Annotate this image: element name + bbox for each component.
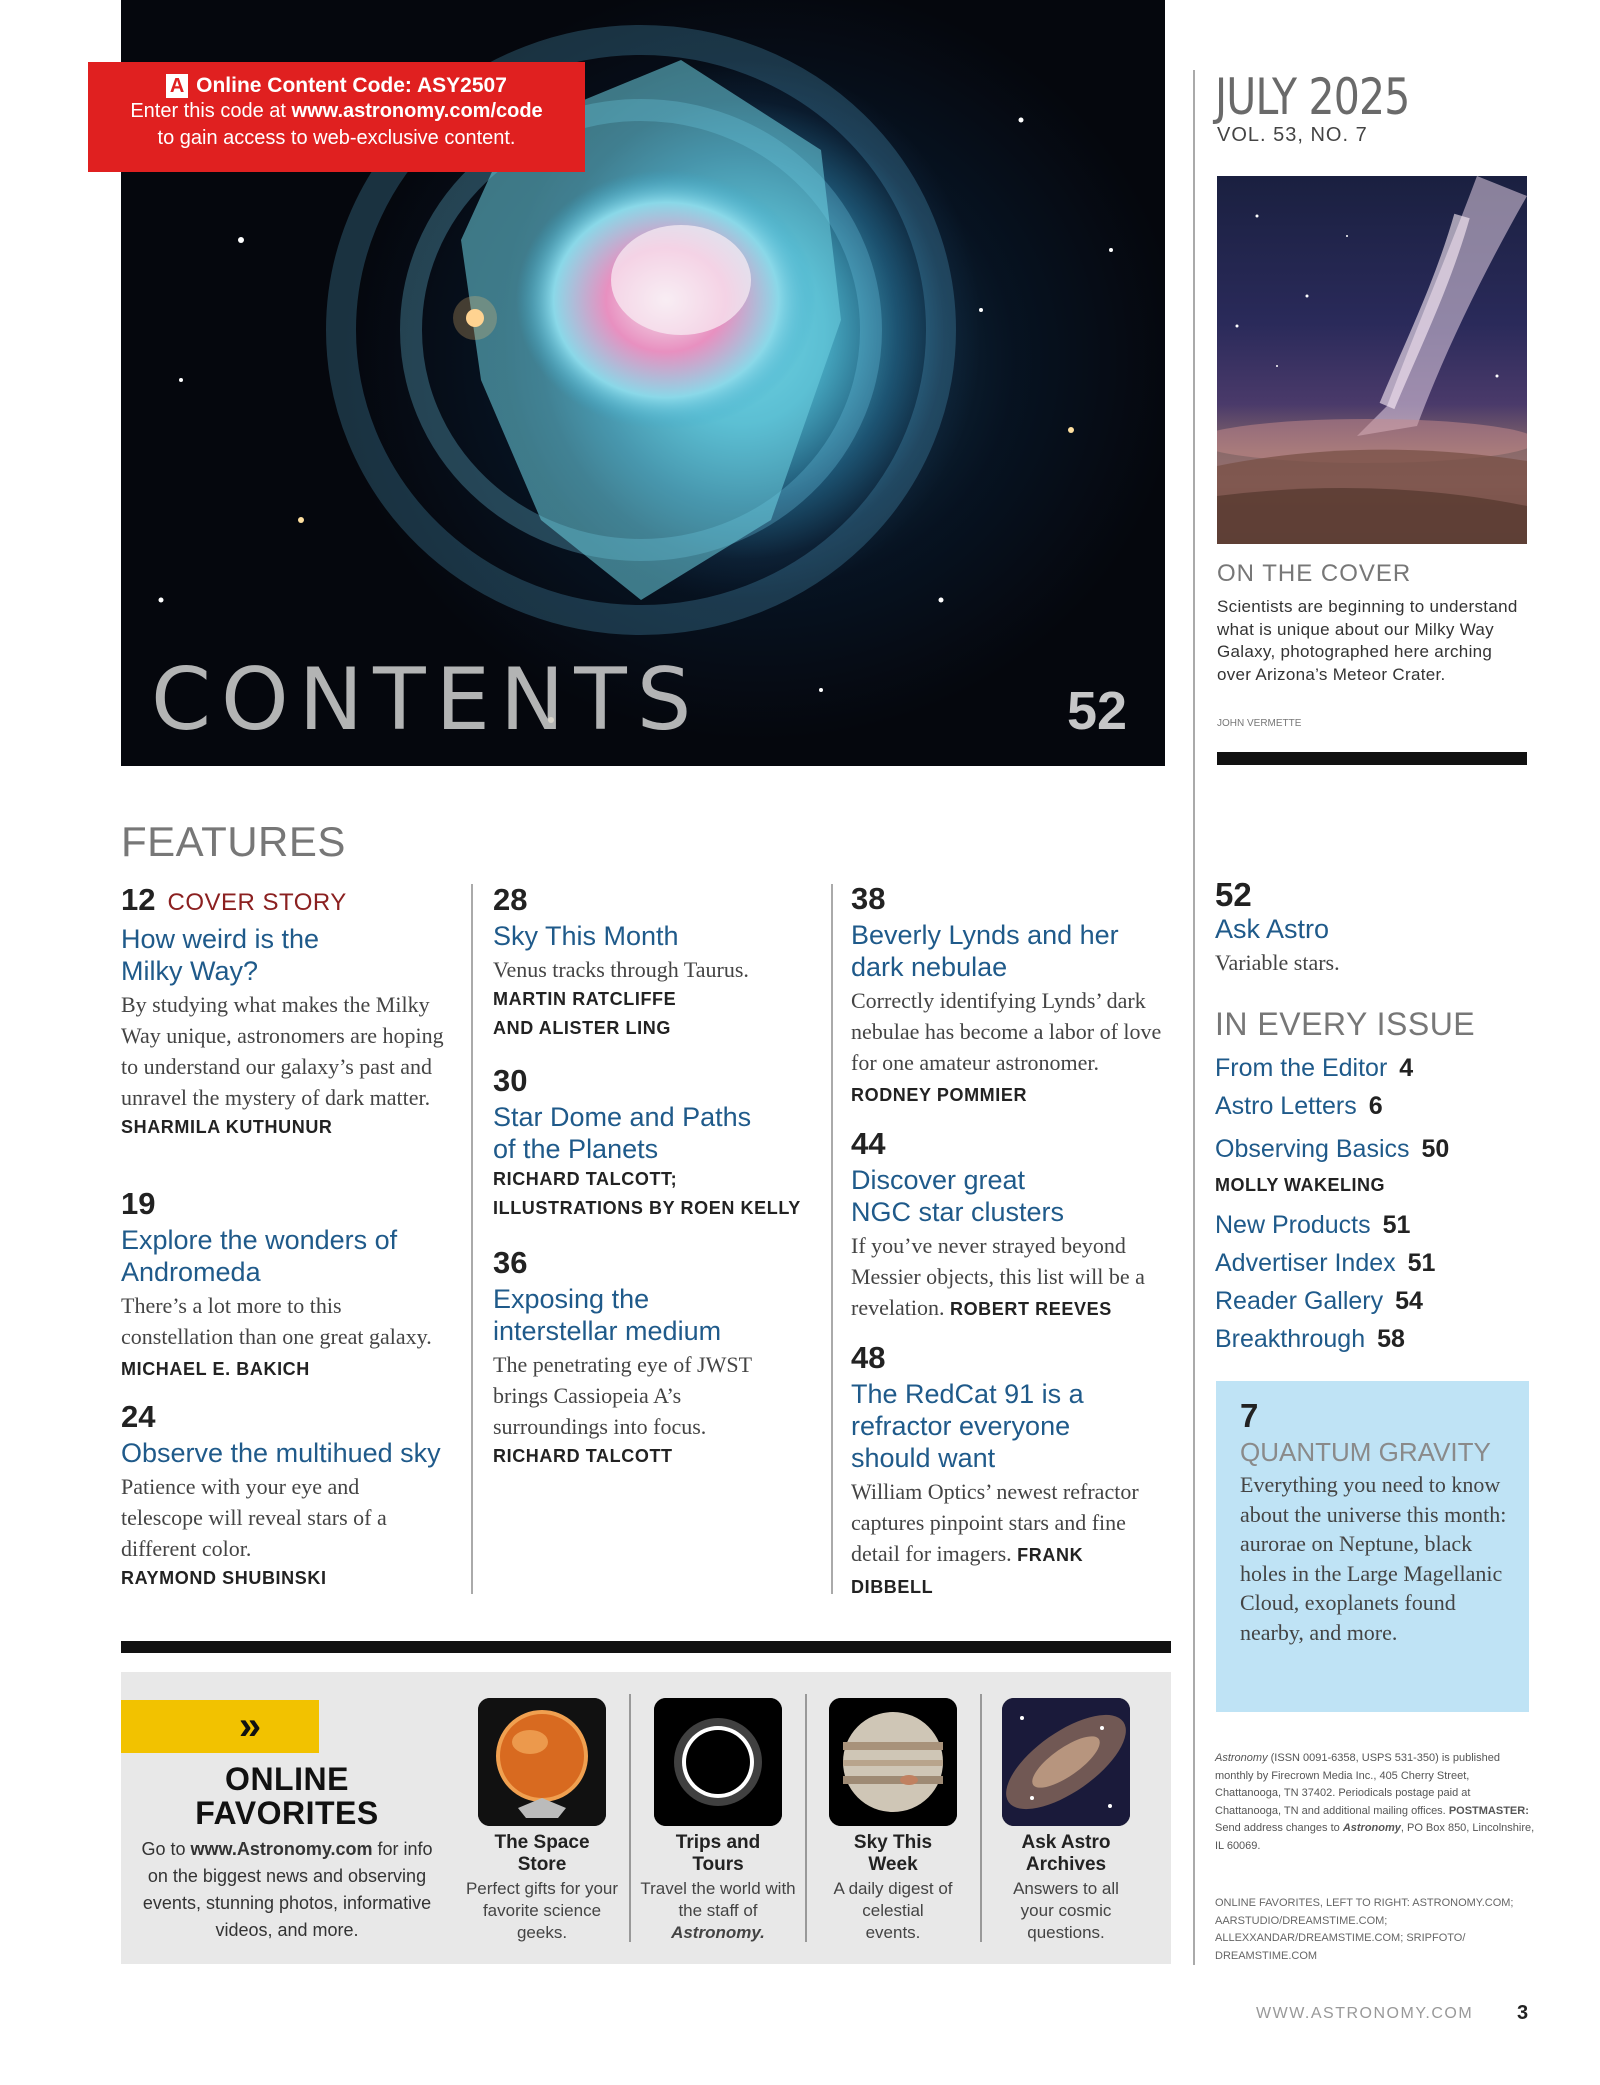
ask-astro-title[interactable]: Ask Astro [1215,914,1330,944]
feature-page: 19 [121,1186,156,1221]
favorites-divider-bar [121,1641,1171,1653]
online-favorites-desc [131,1836,443,1944]
ask-astro-desc: Variable stars. [1215,950,1340,975]
quantum-gravity-page: 7 [1240,1397,1259,1434]
feature-item[interactable] [493,882,833,1043]
astronomy-a-logo-icon: A [166,74,188,98]
every-issue-item[interactable] [1215,1287,1423,1316]
galaxy-field-icon [1002,1698,1130,1826]
feature-desc: The penetrating eye of JWST brings Cassiopeia A’s surroundings into focus. [493,1352,752,1439]
item-page: 51 [1407,1249,1436,1277]
feature-author: MARTIN RATCLIFFE AND ALISTER LING [493,989,677,1038]
feature-desc: There’s a lot more to this constellation than one great galaxy. [121,1293,432,1349]
online-favorites-title [121,1762,453,1830]
feature-title: The RedCat 91 is a refractor everyone should want [851,1379,1084,1473]
every-issue-item[interactable] [1215,1092,1383,1121]
feature-author: RODNEY POMMIER [851,1085,1028,1105]
feature-title: Observe the multihued sky [121,1438,441,1468]
issue-volume: VOL. 53, NO. 7 [1217,124,1368,146]
title-line: ONLINE [225,1761,349,1797]
favorite-desc: A daily digest of celestial events. [833,1879,953,1942]
photo-credits: ONLINE FAVORITES, LEFT TO RIGHT: ASTRONOMY.COM; AARSTUDIO/DREAMSTIME.COM; ALLEXXANDAR/DREAMSTIME.COM; SRIPFOTO/ DREAMSTIME.COM [1215,1897,1514,1962]
feature-item[interactable] [851,881,1191,1110]
sidebar-divider [1193,70,1195,1965]
masthead-text: (ISSN 0091-6358, USPS 531-350) is published monthly by Firecrown Media Inc., 405 Cherry Street, Chattanooga, TN 37402. Periodicals postage paid at Chattanooga, TN and additional mailing offices. [1215,1752,1500,1817]
item-label: Astro Letters [1215,1092,1357,1120]
favorite-title: The Space Store [494,1832,590,1875]
feature-author: FRANK DIBBELL [851,1545,1084,1597]
quantum-gravity-title: QUANTUM GRAVITY [1240,1437,1491,1467]
feature-desc: If you’ve never strayed beyond Messier objects, this list will be a revelation. [851,1233,1145,1320]
feature-desc: Patience with your eye and telescope will reveal stars of a different color. [121,1474,387,1561]
favorite-title: Ask Astro Archives [1021,1832,1111,1875]
feature-page: 48 [851,1340,886,1375]
feature-page: 28 [493,882,528,917]
feature-page: 36 [493,1245,528,1280]
feature-page: 44 [851,1126,886,1161]
feature-item[interactable] [493,1245,833,1471]
item-page: 51 [1382,1211,1411,1239]
quantum-gravity-desc: Everything you need to know about the universe this month: aurorae on Neptune, black holes in the Large Magellanic Cloud, exoplanets found nearby, and more. [1240,1472,1507,1645]
postmaster-label: POSTMASTER: [1448,1804,1529,1817]
favorites-divider [980,1694,982,1942]
feature-item[interactable] [121,1186,461,1384]
item-label: From the Editor [1215,1054,1388,1082]
masthead-pub: Astronomy [1342,1822,1401,1834]
item-label: Observing Basics [1215,1135,1410,1163]
item-label: Advertiser Index [1215,1249,1396,1277]
feature-desc: By studying what makes the Milky Way unique, astronomers are hoping to understand our galaxy’s past and unravel the mystery of dark matter. [121,992,444,1110]
title-line: FAVORITES [195,1795,379,1831]
milky-way-crater-graphic [1217,176,1527,544]
cover-photo-credit: JOHN VERMETTE [1217,718,1302,729]
jupiter-icon [829,1698,957,1826]
item-page: 6 [1368,1092,1383,1120]
favorite-sky-this-week[interactable] [813,1698,973,1944]
masthead-text: , PO Box 850, Lincolnshire, IL 60069. [1215,1822,1535,1852]
feature-page: 12 [121,882,156,917]
contents-heading: CONTENTS [151,650,702,750]
feature-author: MICHAEL E. BAKICH [121,1359,310,1379]
page-number: 3 [1517,2002,1529,2024]
feature-page: 24 [121,1399,156,1434]
online-content-code-banner [88,62,585,172]
quantum-gravity-box[interactable] [1216,1381,1529,1712]
ask-astro-page: 52 [1215,876,1252,913]
favorite-trips-tours[interactable] [638,1698,798,1944]
feature-author: SHARMILA KUTHUNUR [121,1117,333,1137]
favorite-space-store[interactable] [462,1698,622,1944]
feature-title: Explore the wonders of Andromeda [121,1225,398,1287]
favorites-divider [629,1694,631,1942]
column-divider [471,884,473,1594]
feature-author: RICHARD TALCOTT [493,1446,673,1466]
item-page: 58 [1377,1325,1405,1353]
code-instruction: Enter this code at [130,100,292,122]
footer-url[interactable]: WWW.ASTRONOMY.COM [1256,2005,1474,2022]
feature-author: RICHARD TALCOTT; ILLUSTRATIONS BY ROEN KELLY [493,1169,801,1218]
feature-item[interactable] [121,1399,461,1593]
cover-divider-bar [1217,752,1527,765]
favorites-divider [805,1694,807,1942]
favorite-desc: Answers to all your cosmic questions. [1013,1879,1119,1942]
every-issue-item[interactable] [1215,1211,1410,1240]
planet-globe-icon [478,1698,606,1826]
every-issue-item[interactable] [1215,1325,1405,1354]
feature-item[interactable] [851,1340,1191,1602]
favorite-desc: Perfect gifts for your favorite science geeks. [465,1879,619,1942]
feature-item[interactable] [493,1063,833,1223]
feature-title: Exposing the interstellar medium [493,1284,722,1346]
feature-page: 30 [493,1063,528,1098]
code-url-link[interactable]: www.astronomy.com/code [291,100,543,122]
favorite-ask-astro-archives[interactable] [986,1698,1146,1944]
feature-author: RAYMOND SHUBINSKI [121,1568,327,1588]
in-every-issue-heading: IN EVERY ISSUE [1215,1006,1476,1042]
observing-basics-author: MOLLY WAKELING [1215,1175,1386,1195]
masthead-statement [1215,1750,1537,1855]
solar-eclipse-icon [654,1698,782,1826]
issue-date: JULY 2025 [1215,68,1410,126]
favorite-title: Trips and Tours [675,1832,761,1875]
feature-author: ROBERT REEVES [949,1299,1112,1319]
every-issue-item[interactable] [1215,1054,1413,1083]
feature-title: Beverly Lynds and her dark nebulae [851,920,1119,982]
astronomy-url-link[interactable]: www.Astronomy.com [190,1839,373,1859]
on-the-cover-label: ON THE COVER [1217,560,1412,587]
hero-page-number: 52 [1067,681,1128,741]
feature-item[interactable] [851,1126,1191,1324]
favorite-title: Sky This Week [853,1832,933,1875]
double-chevron-right-icon: » [121,1700,319,1753]
masthead-pub: Astronomy [1215,1752,1268,1764]
feature-title: How weird is the Milky Way? [121,924,320,986]
sky-this-week-thumbnail [829,1698,957,1826]
item-label: Breakthrough [1215,1325,1366,1353]
item-page: 50 [1421,1135,1450,1163]
feature-item[interactable] [121,882,461,1142]
cover-image [1217,176,1527,544]
feature-desc: Venus tracks through Taurus. [493,957,749,982]
favorite-desc-em: Astronomy. [671,1923,765,1942]
item-page: 4 [1399,1054,1414,1082]
item-page: 54 [1395,1287,1423,1315]
feature-title: Sky This Month [493,921,679,951]
cover-story-tag: COVER STORY [167,889,347,916]
features-heading: FEATURES [121,818,346,865]
feature-title: Discover great NGC star clusters [851,1165,1065,1227]
masthead-text: Send address changes to [1215,1822,1343,1834]
desc-text: for info on the biggest news and observing events, stunning photos, informative videos, and more. [142,1839,433,1940]
feature-page: 38 [851,881,886,916]
every-issue-item[interactable] [1215,1249,1435,1278]
content-code: Online Content Code: ASY2507 [196,74,507,97]
desc-text: Go to [141,1839,191,1859]
item-label: Reader Gallery [1215,1287,1384,1315]
item-label: New Products [1215,1211,1371,1239]
space-store-thumbnail [478,1698,606,1826]
trips-tours-thumbnail [654,1698,782,1826]
feature-title: Star Dome and Paths of the Planets [493,1102,752,1164]
feature-desc: William Optics’ newest refractor captures pinpoint stars and fine detail for imagers. [851,1479,1139,1566]
cover-description: Scientists are beginning to understand what is unique about our Milky Way Galaxy, photographed here arching over Arizona’s Meteor Crater. [1217,597,1518,684]
every-issue-item[interactable] [1215,1135,1449,1164]
code-benefit: to gain access to web-exclusive content. [157,127,516,149]
ask-astro-archives-thumbnail [1002,1698,1130,1826]
favorite-desc: Travel the world with the staff of [640,1879,796,1920]
feature-desc: Correctly identifying Lynds’ dark nebulae has become a labor of love for one amateur astronomer. [851,988,1162,1075]
